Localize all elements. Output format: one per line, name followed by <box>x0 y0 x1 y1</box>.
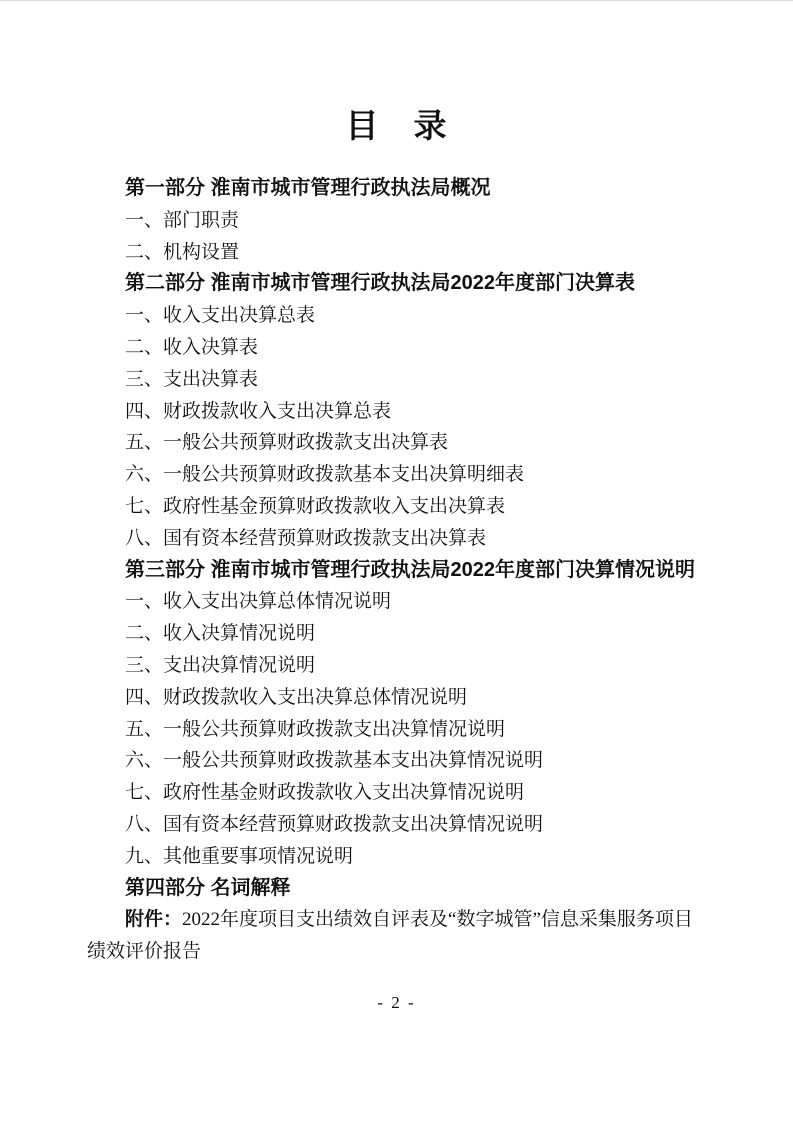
toc-section-heading-part4: 第四部分 名词解释 <box>125 876 291 899</box>
attachment-text: 2022年度项目支出绩效自评表及“数字城管”信息采集服务项目绩效评价报告 <box>87 909 693 963</box>
toc-item: 三、支出决算情况说明 <box>125 654 316 676</box>
attachment-label: 附件： <box>125 909 183 931</box>
toc-item: 二、收入决算情况说明 <box>125 623 316 645</box>
toc-item: 四、财政拨款收入支出决算总表 <box>125 400 392 422</box>
toc-item: 九、其他重要事项情况说明 <box>125 845 354 867</box>
page-number: - 2 - <box>377 993 416 1012</box>
toc-item: 二、收入决算表 <box>125 336 259 358</box>
toc-item: 二、机构设置 <box>125 241 240 263</box>
toc-section-heading-part3: 第三部分 淮南市城市管理行政执法局2022年度部门决算情况说明 <box>125 558 696 581</box>
toc-item: 一、部门职责 <box>125 209 240 231</box>
toc-item: 一、收入支出决算总体情况说明 <box>125 591 392 613</box>
toc-item: 三、支出决算表 <box>125 368 259 390</box>
toc-item: 五、一般公共预算财政拨款支出决算情况说明 <box>125 718 506 740</box>
toc-item: 六、一般公共预算财政拨款基本支出决算明细表 <box>125 464 525 486</box>
toc-item: 八、国有资本经营预算财政拨款支出决算表 <box>125 527 487 549</box>
toc-item: 五、一般公共预算财政拨款支出决算表 <box>125 432 449 454</box>
attachment-note <box>87 904 699 968</box>
table-of-contents <box>87 173 699 968</box>
toc-item: 七、政府性基金预算财政拨款收入支出决算表 <box>125 495 506 517</box>
toc-item: 八、国有资本经营预算财政拨款支出决算情况说明 <box>125 813 544 835</box>
toc-item: 六、一般公共预算财政拨款基本支出决算情况说明 <box>125 750 544 772</box>
toc-item: 七、政府性基金财政拨款收入支出决算情况说明 <box>125 782 525 804</box>
toc-item: 四、财政拨款收入支出决算总体情况说明 <box>125 686 468 708</box>
toc-section-heading-part1: 第一部分 淮南市城市管理行政执法局概况 <box>125 177 491 199</box>
page-title: 目 录 <box>345 107 448 144</box>
toc-item: 一、收入支出决算总表 <box>125 305 316 327</box>
toc-section-heading-part2: 第二部分 淮南市城市管理行政执法局2022年度部门决算表 <box>125 272 636 295</box>
